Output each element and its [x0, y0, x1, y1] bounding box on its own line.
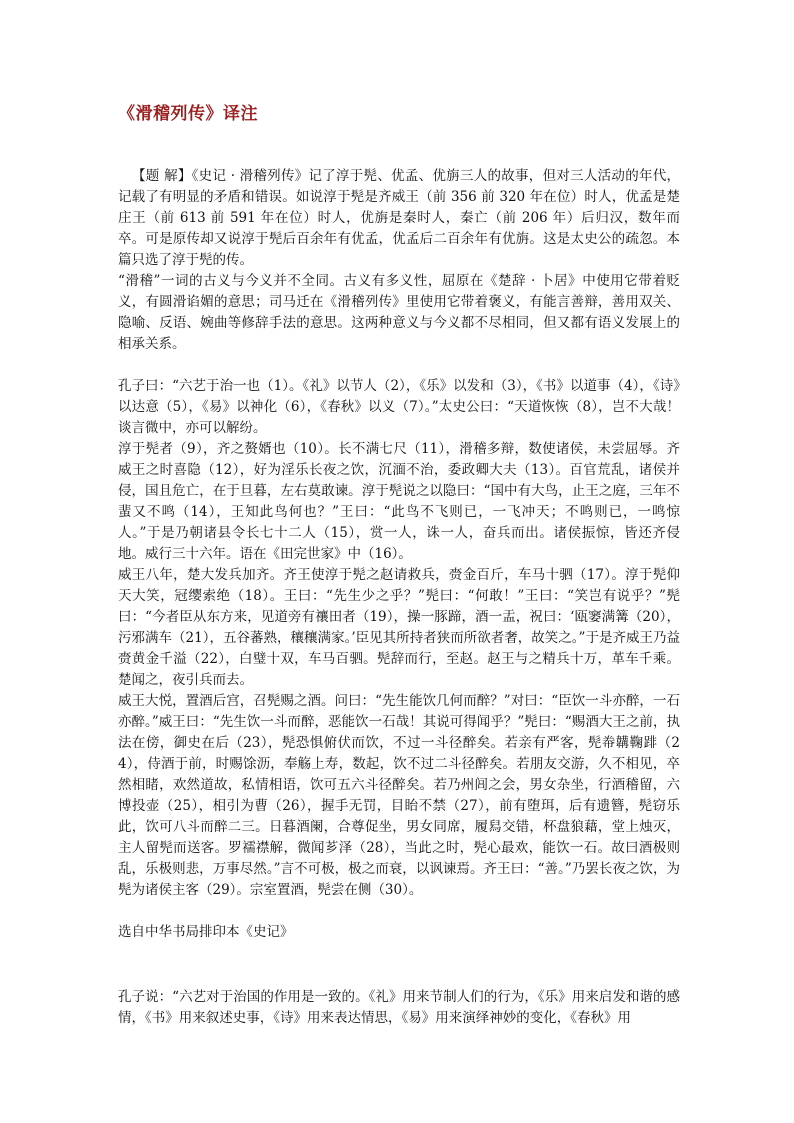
spacer [118, 901, 680, 922]
intro-paragraph-1 [118, 166, 680, 271]
intro-tag: 【题 解】 [132, 168, 192, 184]
text-paragraph-4: 威王大悦，置酒后宫，召髡赐之酒。问曰：“先生能饮几何而醉？”对曰：“臣饮一斗亦醉，一石亦醉。”威王曰：“先生饮一斗而醉，恶能饮一石哉！其说可得闻乎？”髡曰：“赐酒大王之前，执法在傍，御史在后（23），髡恐惧俯伏而饮，不过一斗径醉矣。若亲有严客，髡帣韝鞠䠊（24），侍酒于前，时赐馀沥，奉觞上寿，数起，饮不过二斗径醉矣。若朋友交游，久不相见，卒然相睹，欢然道故，私情相语，饮可五六斗径醉矣。若乃州闾之会，男女杂坐，行酒稽留，六博投壶（25），相引为曹（26），握手无罚，目眙不禁（27），前有堕珥，后有遗簪，髡窃乐此，饮可八斗而醉二三。日暮酒阑，合尊促坐，男女同席，履舄交错，杯盘狼藉，堂上烛灭，主人留髡而送客。罗襦襟解，微闻芗泽（28），当此之时，髡心最欢，能饮一石。故曰酒极则乱，乐极则悲，万事尽然。”言不可极，极之而衰，以讽谏焉。齐王曰：“善。”乃罢长夜之饮，为髡为诸侯主客（29）。宗室置酒，髡尝在侧（30）。 [118, 693, 680, 898]
text-paragraph-3: 威王八年，楚大发兵加齐。齐王使淳于髡之赵请救兵，赍金百斤，车马十驷（17）。淳于髡仰天大笑，冠缨索绝（18）。王曰：“先生少之乎？”髡曰：“何敢！”王曰：“笑岂有说乎？”髡曰：“今者臣从东方来，见道旁有禳田者（19），操一豚蹄，酒一盂，祝曰：‘瓯窭满篝（20），污邪满车（21），五谷蕃熟，穰穰满家。’臣见其所持者狭而所欲者奢，故笑之。”于是齐威王乃益赍黄金千溢（22），白璧十双，车马百驷。髡辞而行，至赵。赵王与之精兵十万，革车千乘。楚闻之，夜引兵而去。 [118, 567, 680, 688]
translation-paragraph: 孔子说：“六艺对于治国的作用是一致的。《礼》用来节制人们的行为，《乐》用来启发和谐的感情，《书》用来叙述史事，《诗》用来表达情思，《易》用来演绎神妙的变化，《春秋》用 [118, 989, 680, 1026]
spacer [118, 355, 680, 376]
text-paragraph-1: 孔子曰：“六艺于治一也（1）。《礼》以节人（2），《乐》以发和（3），《书》以道事（4），《诗》以达意（5），《易》以神化（6），《春秋》以义（7）。”太史公曰：“天道恢恢（8），岂不大哉！谈言微中，亦可以解纷。 [118, 378, 680, 436]
document-title: 《滑稽列传》译注 [118, 104, 258, 124]
document-page [118, 102, 680, 1029]
text-paragraph-2: 淳于髡者（9），齐之赘婿也（10）。长不满七尺（11），滑稽多辩，数使诸侯，未尝屈辱。齐威王之时喜隐（12），好为淫乐长夜之饮，沉湎不治，委政卿大夫（13）。百官荒乱，诸侯并侵，国且危亡，在于旦暮，左右莫敢谏。淳于髡说之以隐曰：“国中有大鸟，止王之庭，三年不蜚又不鸣（14），王知此鸟何也？”王曰：“此鸟不飞则已，一飞冲天；不鸣则已，一鸣惊人。”于是乃朝诸县令长七十二人（15），赏一人，诛一人，奋兵而出。诸侯振惊，皆还齐侵地。威行三十六年。语在《田完世家》中（16）。 [118, 441, 680, 562]
source-note: 选自中华书局排印本《史记》 [118, 924, 294, 940]
intro-paragraph-2: “滑稽”一词的古义与今义并不全同。古义有多义性，屈原在《楚辞 · 卜居》中使用它带着贬义，有圆滑谄媚的意思；司马迁在《滑稽列传》里使用它带着褒义，有能言善辩，善用双关、隐喻、反语、婉曲等修辞手法的意思。这两种意义与今义都不尽相同，但又都有语义发展上的相承关系。 [118, 273, 680, 352]
spacer [118, 943, 680, 987]
intro-text-1: 《史记 · 滑稽列传》记了淳于髡、优孟、优旃三人的故事，但对三人活动的年代，记载了有明显的矛盾和错误。如说淳于髡是齐威王（前 356 前 320 年在位）时人，优孟是楚庄王（前 613 前 591 年在位）时人，优旃是秦时人，秦亡（前 206 年）后归汉，数年而卒。可是原传却又说淳于髡后百余年有优孟，优孟后二百余年有优旃。这是太史公的疏忽。本篇只选了淳于髡的传。 [118, 168, 681, 268]
